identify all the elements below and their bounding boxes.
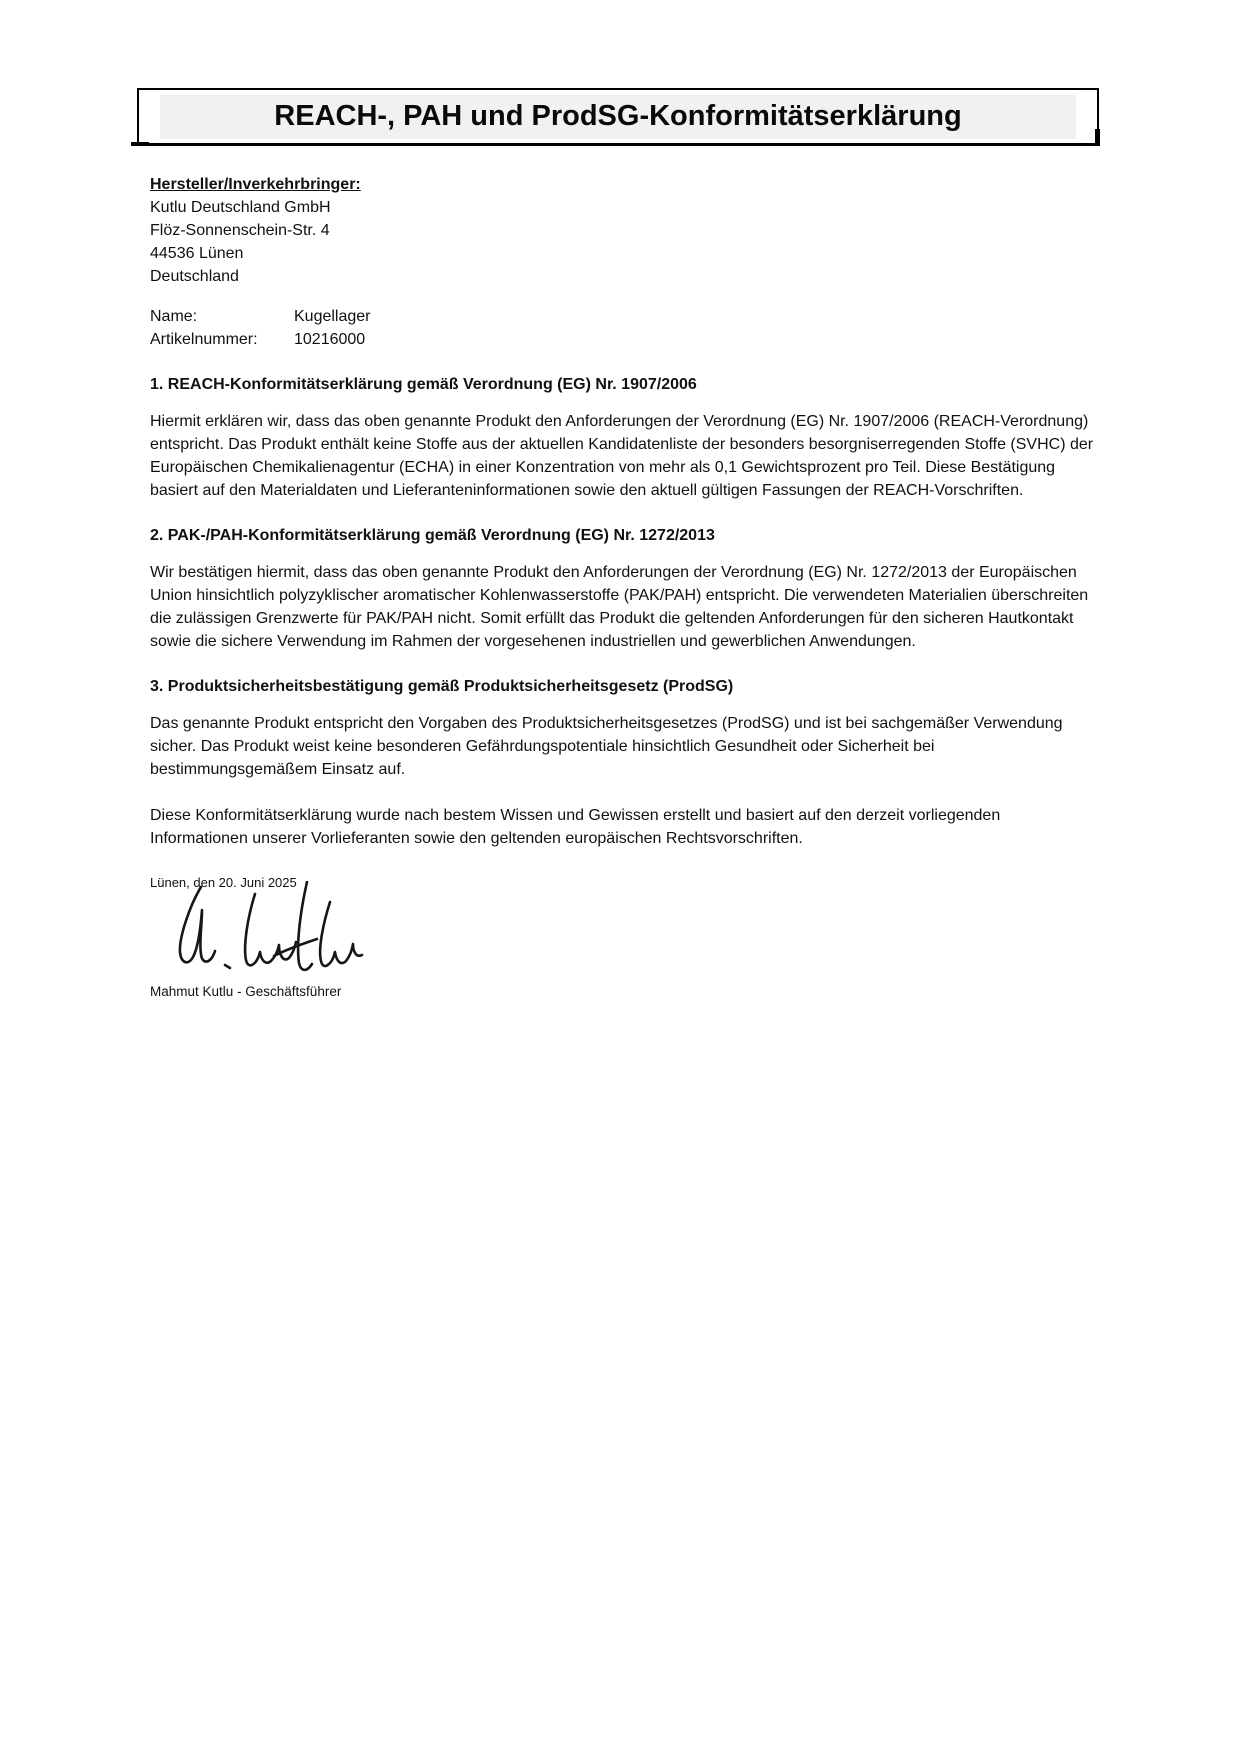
- section-reach-body: Hiermit erklären wir, dass das oben genannte Produkt den Anforderungen der Verordnung (EG) Nr. 1907/2006 (REACH-Verordnung) entspricht. Das Produkt enthält keine Stoffe aus der aktuellen Kandidatenliste der besonders besorgniserregenden Stoffe (SVHC) der Europäischen Chemikalienagentur (ECHA) in einer Konzentration von mehr als 0,1 Gewichtsprozent pro Teil. Diese Bestätigung basiert auf den Materialdaten und Lieferanteninformationen sowie den aktuell gültigen Fassungen der REACH-Vorschriften.: [150, 413, 1094, 499]
- document-title-shading: [160, 95, 1076, 139]
- section-pah: [150, 525, 1095, 653]
- section-reach: [150, 374, 1095, 502]
- manufacturer-country: Deutschland: [150, 268, 239, 285]
- product-name-value: Kugellager: [294, 308, 371, 325]
- signer-name-title: Mahmut Kutlu - Geschäftsführer: [150, 984, 342, 999]
- product-name-label: Name:: [150, 308, 198, 325]
- section-prodsg-heading: 3. Produktsicherheitsbestätigung gemäß Produktsicherheitsgesetz (ProdSG): [150, 678, 734, 695]
- manufacturer-street: Flöz-Sonnenschein-Str. 4: [150, 222, 330, 239]
- document-title-box: [137, 88, 1099, 146]
- manufacturer-heading: Hersteller/Inverkehrbringer:: [150, 176, 361, 193]
- closing-statement: Diese Konformitätserklärung wurde nach bestem Wissen und Gewissen erstellt und basiert auf den derzeit vorliegenden Informationen unserer Vorlieferanten sowie den geltenden europäischen Rechtsvorschriften.: [150, 807, 1001, 847]
- document-title: REACH-, PAH und ProdSG-Konformitätserklärung: [274, 100, 962, 132]
- product-article-row: [150, 328, 1095, 351]
- product-article-value: 10216000: [294, 331, 366, 348]
- manufacturer-city: 44536 Lünen: [150, 245, 244, 262]
- product-info-block: [150, 305, 1095, 351]
- section-pah-body: Wir bestätigen hiermit, dass das oben genannte Produkt den Anforderungen der Verordnung (EG) Nr. 1272/2013 der Europäischen Union hinsichtlich polyzyklischer aromatischer Kohlenwasserstoffe (PAK/PAH) entspricht. Die verwendeten Materialien überschreiten die zulässigen Grenzwerte für PAK/PAH nicht. Somit erfüllt das Produkt die geltenden Anforderungen für den sicheren Hautkontakt sowie die sichere Verwendung im Rahmen der vorgesehenen industriellen und gewerblichen Anwendungen.: [150, 564, 1089, 650]
- place-and-date: Lünen, den 20. Juni 2025: [150, 875, 297, 890]
- section-pah-heading: 2. PAK-/PAH-Konformitätserklärung gemäß Verordnung (EG) Nr. 1272/2013: [150, 527, 715, 544]
- product-article-label: Artikelnummer:: [150, 331, 258, 348]
- section-prodsg-body: Das genannte Produkt entspricht den Vorgaben des Produktsicherheitsgesetzes (ProdSG) und ist bei sachgemäßer Verwendung sicher. Das Produkt weist keine besonderen Gefährdungspotentiale hinsichtlich Gesundheit oder Sicherheit bei bestimmungsgemäßem Einsatz auf.: [150, 715, 1063, 778]
- section-prodsg: [150, 676, 1095, 781]
- handwritten-signature: [154, 881, 416, 979]
- product-name-row: [150, 305, 1095, 328]
- manufacturer-block: [150, 173, 1095, 288]
- manufacturer-company: Kutlu Deutschland GmbH: [150, 199, 331, 216]
- section-reach-heading: 1. REACH-Konformitätserklärung gemäß Verordnung (EG) Nr. 1907/2006: [150, 376, 697, 393]
